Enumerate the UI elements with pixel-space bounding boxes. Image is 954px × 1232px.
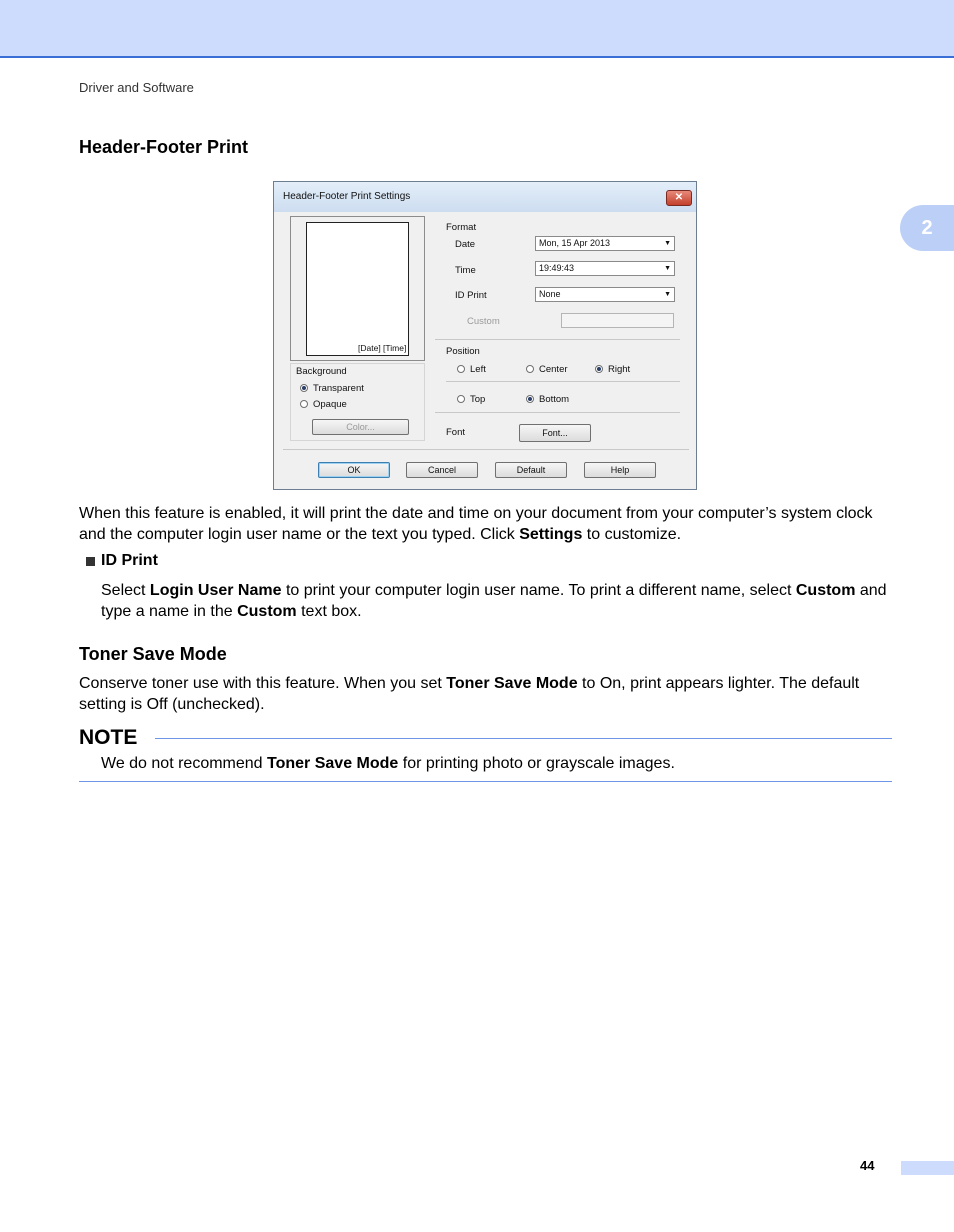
chevron-down-icon: ▼ xyxy=(664,265,671,272)
date-label: Date xyxy=(455,239,476,250)
bullet-id-print: ID Print xyxy=(86,552,158,570)
preview-stamp-text: [Date] [Time] xyxy=(358,343,407,353)
format-label: Format xyxy=(446,222,477,233)
separator xyxy=(435,339,680,340)
idprint-description: Select Login User Name to print your computer login user name. To print a different name, select Custom and type a name in the Custom text box. xyxy=(101,582,887,620)
color-button[interactable]: Color... xyxy=(312,419,409,435)
time-format-select[interactable]: 19:49:43 ▼ xyxy=(535,261,675,276)
font-button[interactable]: Font... xyxy=(519,424,591,442)
date-format-select[interactable]: Mon, 15 Apr 2013 ▼ xyxy=(535,236,675,251)
help-button[interactable]: Help xyxy=(584,462,656,478)
position-label: Position xyxy=(446,346,480,357)
bottom-label: Bottom xyxy=(539,394,570,405)
right-label: Right xyxy=(608,364,631,375)
separator xyxy=(435,412,680,413)
note-rule-top xyxy=(155,738,892,739)
note-rule-bottom xyxy=(79,781,892,782)
header-footer-settings-dialog xyxy=(273,181,697,490)
note-text: We do not recommend Toner Save Mode for printing photo or grayscale images. xyxy=(101,755,675,772)
close-icon[interactable]: ✕ xyxy=(666,190,692,206)
dialog-title: Header-Footer Print Settings xyxy=(283,191,411,202)
font-label: Font xyxy=(446,427,466,438)
ok-button[interactable]: OK xyxy=(318,462,390,478)
radio-opaque[interactable] xyxy=(300,400,308,408)
custom-label: Custom xyxy=(467,316,500,327)
radio-left[interactable] xyxy=(457,365,465,373)
bullet-square-icon xyxy=(86,557,95,566)
section-heading-header-footer: Header-Footer Print xyxy=(79,137,249,157)
section-heading-toner-save: Toner Save Mode xyxy=(79,644,227,664)
radio-center[interactable] xyxy=(526,365,534,373)
chapter-tab: 2 xyxy=(900,205,954,251)
left-label: Left xyxy=(470,364,486,375)
dialog-titlebar xyxy=(274,182,696,212)
page-number: 44 xyxy=(860,1158,875,1173)
time-label: Time xyxy=(455,265,476,276)
radio-top[interactable] xyxy=(457,395,465,403)
background-label: Background xyxy=(296,366,347,377)
radio-bottom[interactable] xyxy=(526,395,534,403)
separator xyxy=(283,449,689,450)
toner-save-description: Conserve toner use with this feature. When you set Toner Save Mode to On, print appears lighter. The default setting is Off (unchecked). xyxy=(79,675,860,713)
radio-transparent[interactable] xyxy=(300,384,308,392)
default-button[interactable]: Default xyxy=(495,462,567,478)
opaque-label: Opaque xyxy=(313,399,347,410)
custom-input[interactable] xyxy=(561,313,674,328)
separator xyxy=(446,381,680,382)
top-header-band xyxy=(0,0,954,58)
note-title: NOTE xyxy=(79,726,138,749)
chevron-down-icon: ▼ xyxy=(664,240,671,247)
transparent-label: Transparent xyxy=(313,383,364,394)
preview-page xyxy=(306,222,409,356)
page-number-bar xyxy=(901,1161,954,1175)
idprint-label: ID Print xyxy=(455,290,487,301)
running-header: Driver and Software xyxy=(79,80,194,95)
radio-right[interactable] xyxy=(595,365,603,373)
cancel-button[interactable]: Cancel xyxy=(406,462,478,478)
chevron-down-icon: ▼ xyxy=(664,291,671,298)
idprint-select[interactable]: None ▼ xyxy=(535,287,675,302)
center-label: Center xyxy=(539,364,568,375)
top-label: Top xyxy=(470,394,486,405)
feature-description: When this feature is enabled, it will print the date and time on your document from your computer’s system clock and the computer login user name or the text you typed. Click Settings to customize. xyxy=(79,505,873,543)
